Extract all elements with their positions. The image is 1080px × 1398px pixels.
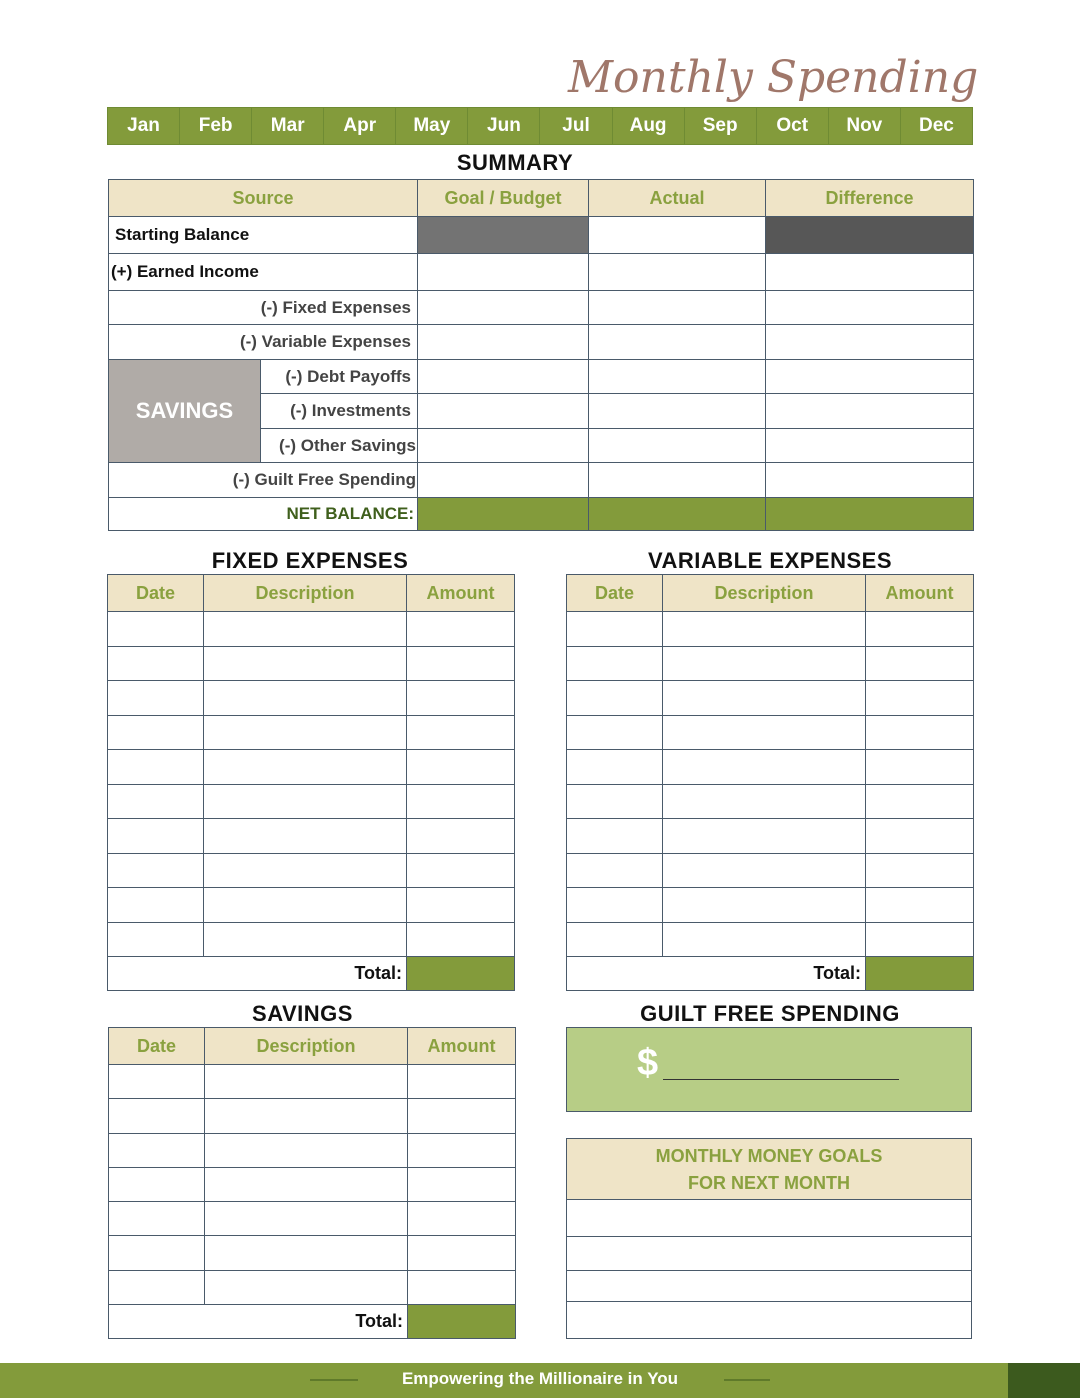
money-goals-header xyxy=(567,1139,971,1200)
income-goal-cell[interactable] xyxy=(418,254,589,291)
savings-table xyxy=(108,1027,516,1339)
amount-cell[interactable] xyxy=(408,1167,516,1201)
table-row xyxy=(109,1065,516,1099)
table-row xyxy=(108,922,515,957)
date-cell[interactable] xyxy=(108,750,204,785)
description-cell[interactable] xyxy=(663,853,866,888)
footer-bar xyxy=(0,1363,1080,1398)
date-cell[interactable] xyxy=(567,750,663,785)
description-cell[interactable] xyxy=(204,612,407,647)
other-actual-cell[interactable] xyxy=(589,429,766,463)
fixed-header-description: Description xyxy=(204,575,407,612)
date-cell[interactable] xyxy=(567,681,663,716)
description-cell[interactable] xyxy=(205,1202,408,1236)
month-mar[interactable]: Mar xyxy=(252,108,324,144)
amount-cell[interactable] xyxy=(866,853,974,888)
date-cell[interactable] xyxy=(567,819,663,854)
variable-header-date: Date xyxy=(567,575,663,612)
goal-line[interactable] xyxy=(567,1271,971,1302)
date-cell[interactable] xyxy=(108,681,204,716)
description-cell[interactable] xyxy=(663,888,866,923)
money-goals-line2: FOR NEXT MONTH xyxy=(688,1173,850,1193)
fixed-total-cell[interactable] xyxy=(407,957,515,991)
description-cell[interactable] xyxy=(204,888,407,923)
net-goal-cell[interactable] xyxy=(418,498,589,531)
savings-header-amount: Amount xyxy=(408,1028,516,1065)
table-row xyxy=(109,1202,516,1236)
amount-cell[interactable] xyxy=(866,681,974,716)
summary-header-difference: Difference xyxy=(766,180,974,217)
description-cell[interactable] xyxy=(205,1065,408,1099)
month-bar xyxy=(107,107,973,145)
description-cell[interactable] xyxy=(663,646,866,681)
dollar-sign: $ xyxy=(637,1042,659,1084)
row-net-balance: NET BALANCE: xyxy=(109,498,418,531)
date-cell[interactable] xyxy=(567,646,663,681)
debt-goal-cell[interactable] xyxy=(418,360,589,394)
guilt-goal-cell[interactable] xyxy=(418,463,589,498)
description-cell[interactable] xyxy=(663,819,866,854)
description-cell[interactable] xyxy=(663,750,866,785)
guilt-difference-cell[interactable] xyxy=(766,463,974,498)
table-row xyxy=(108,819,515,854)
amount-cell[interactable] xyxy=(407,612,515,647)
net-difference-cell[interactable] xyxy=(766,498,974,531)
row-earned-income: (+) Earned Income xyxy=(109,254,418,291)
table-row xyxy=(567,646,974,681)
variable-header-description: Description xyxy=(663,575,866,612)
fixed-header-amount: Amount xyxy=(407,575,515,612)
date-cell[interactable] xyxy=(109,1236,205,1270)
date-cell[interactable] xyxy=(108,819,204,854)
svg-text:Monthly Spending: Monthly Spending xyxy=(568,52,979,103)
amount-cell[interactable] xyxy=(866,819,974,854)
guilt-actual-cell[interactable] xyxy=(589,463,766,498)
fixed-difference-cell[interactable] xyxy=(766,291,974,325)
table-row xyxy=(108,888,515,923)
guilt-free-amount-line[interactable] xyxy=(663,1078,899,1080)
amount-cell[interactable] xyxy=(408,1270,516,1304)
goal-line[interactable] xyxy=(567,1200,971,1237)
other-difference-cell[interactable] xyxy=(766,429,974,463)
savings-group-label: SAVINGS xyxy=(109,360,261,463)
variable-goal-cell[interactable] xyxy=(418,325,589,360)
month-jul[interactable]: Jul xyxy=(540,108,612,144)
table-row xyxy=(567,819,974,854)
description-cell[interactable] xyxy=(205,1270,408,1304)
month-may[interactable]: May xyxy=(396,108,468,144)
amount-cell[interactable] xyxy=(407,750,515,785)
date-cell[interactable] xyxy=(108,612,204,647)
net-actual-cell[interactable] xyxy=(589,498,766,531)
description-cell[interactable] xyxy=(663,784,866,819)
table-row xyxy=(108,750,515,785)
date-cell[interactable] xyxy=(567,612,663,647)
amount-cell[interactable] xyxy=(407,888,515,923)
date-cell[interactable] xyxy=(567,888,663,923)
savings-heading: SAVINGS xyxy=(252,1001,353,1026)
month-sep[interactable]: Sep xyxy=(685,108,757,144)
amount-cell[interactable] xyxy=(407,784,515,819)
amount-cell[interactable] xyxy=(408,1236,516,1270)
savings-total-cell[interactable] xyxy=(408,1305,516,1339)
amount-cell[interactable] xyxy=(407,922,515,957)
table-row xyxy=(109,1167,516,1201)
table-row xyxy=(567,784,974,819)
summary-header-goal: Goal / Budget xyxy=(418,180,589,217)
investments-actual-cell[interactable] xyxy=(589,394,766,429)
table-row xyxy=(109,1270,516,1304)
table-row xyxy=(108,612,515,647)
date-cell[interactable] xyxy=(109,1202,205,1236)
amount-cell[interactable] xyxy=(408,1133,516,1167)
summary-header-actual: Actual xyxy=(589,180,766,217)
footer-divider-right xyxy=(724,1379,770,1381)
date-cell[interactable] xyxy=(108,784,204,819)
date-cell[interactable] xyxy=(109,1133,205,1167)
fixed-expenses-table xyxy=(107,574,515,991)
amount-cell[interactable] xyxy=(407,681,515,716)
date-cell[interactable] xyxy=(109,1065,205,1099)
amount-cell[interactable] xyxy=(866,715,974,750)
money-goals-box xyxy=(566,1138,972,1339)
starting-goal-cell xyxy=(418,217,589,254)
description-cell[interactable] xyxy=(663,681,866,716)
table-row xyxy=(109,1099,516,1133)
table-row xyxy=(567,681,974,716)
date-cell[interactable] xyxy=(567,922,663,957)
date-cell[interactable] xyxy=(567,715,663,750)
amount-cell[interactable] xyxy=(866,646,974,681)
footer-accent-block xyxy=(1008,1363,1080,1398)
summary-heading: SUMMARY xyxy=(456,150,574,175)
table-row xyxy=(108,681,515,716)
description-cell[interactable] xyxy=(204,646,407,681)
description-cell[interactable] xyxy=(204,750,407,785)
month-jun[interactable]: Jun xyxy=(468,108,540,144)
date-cell[interactable] xyxy=(108,888,204,923)
money-goals-line1: MONTHLY MONEY GOALS xyxy=(655,1146,883,1166)
income-actual-cell[interactable] xyxy=(589,254,766,291)
investments-difference-cell[interactable] xyxy=(766,394,974,429)
starting-difference-cell xyxy=(766,217,974,254)
fixed-expenses-heading: FIXED EXPENSES xyxy=(211,548,409,573)
table-row xyxy=(567,715,974,750)
description-cell[interactable] xyxy=(204,715,407,750)
variable-expenses-table xyxy=(566,574,974,991)
description-cell[interactable] xyxy=(205,1236,408,1270)
variable-expenses-heading: VARIABLE EXPENSES xyxy=(647,548,893,573)
fixed-actual-cell[interactable] xyxy=(589,291,766,325)
amount-cell[interactable] xyxy=(866,922,974,957)
month-aug[interactable]: Aug xyxy=(613,108,685,144)
amount-cell[interactable] xyxy=(408,1065,516,1099)
date-cell[interactable] xyxy=(567,853,663,888)
amount-cell[interactable] xyxy=(407,715,515,750)
table-row xyxy=(567,750,974,785)
description-cell[interactable] xyxy=(204,819,407,854)
description-cell[interactable] xyxy=(663,922,866,957)
date-cell[interactable] xyxy=(109,1099,205,1133)
table-row xyxy=(109,1236,516,1270)
goal-line[interactable] xyxy=(567,1237,971,1271)
other-goal-cell[interactable] xyxy=(418,429,589,463)
amount-cell[interactable] xyxy=(866,750,974,785)
amount-cell[interactable] xyxy=(866,784,974,819)
debt-difference-cell[interactable] xyxy=(766,360,974,394)
amount-cell[interactable] xyxy=(407,853,515,888)
table-row xyxy=(567,922,974,957)
description-cell[interactable] xyxy=(204,681,407,716)
description-cell[interactable] xyxy=(205,1099,408,1133)
table-row xyxy=(109,1133,516,1167)
row-debt-payoffs: (-) Debt Payoffs xyxy=(261,360,418,394)
guilt-free-box xyxy=(566,1027,972,1112)
income-difference-cell[interactable] xyxy=(766,254,974,291)
fixed-goal-cell[interactable] xyxy=(418,291,589,325)
summary-header-source: Source xyxy=(109,180,418,217)
variable-difference-cell[interactable] xyxy=(766,325,974,360)
row-investments: (-) Investments xyxy=(261,394,418,429)
description-cell[interactable] xyxy=(205,1167,408,1201)
variable-total-cell[interactable] xyxy=(866,957,974,991)
starting-actual-cell[interactable] xyxy=(589,217,766,254)
investments-goal-cell[interactable] xyxy=(418,394,589,429)
row-fixed-expenses: (-) Fixed Expenses xyxy=(109,291,418,325)
month-dec[interactable]: Dec xyxy=(901,108,972,144)
table-row xyxy=(567,612,974,647)
date-cell[interactable] xyxy=(567,784,663,819)
amount-cell[interactable] xyxy=(866,612,974,647)
month-oct[interactable]: Oct xyxy=(757,108,829,144)
description-cell[interactable] xyxy=(204,853,407,888)
savings-header-date: Date xyxy=(109,1028,205,1065)
row-variable-expenses: (-) Variable Expenses xyxy=(109,325,418,360)
month-apr[interactable]: Apr xyxy=(324,108,396,144)
row-starting-balance: Starting Balance xyxy=(109,217,418,254)
footer-tagline: Empowering the Millionaire in You xyxy=(401,1369,679,1388)
table-row xyxy=(108,853,515,888)
amount-cell[interactable] xyxy=(408,1099,516,1133)
fixed-header-date: Date xyxy=(108,575,204,612)
date-cell[interactable] xyxy=(108,922,204,957)
date-cell[interactable] xyxy=(109,1270,205,1304)
date-cell[interactable] xyxy=(109,1167,205,1201)
row-other-savings: (-) Other Savings xyxy=(261,429,418,463)
amount-cell[interactable] xyxy=(866,888,974,923)
table-row xyxy=(108,646,515,681)
goal-line[interactable] xyxy=(567,1302,971,1337)
variable-header-amount: Amount xyxy=(866,575,974,612)
description-cell[interactable] xyxy=(204,784,407,819)
guilt-free-heading: GUILT FREE SPENDING xyxy=(640,1001,900,1026)
summary-table xyxy=(108,179,974,531)
amount-cell[interactable] xyxy=(407,819,515,854)
month-feb[interactable]: Feb xyxy=(180,108,252,144)
amount-cell[interactable] xyxy=(408,1202,516,1236)
savings-header-description: Description xyxy=(205,1028,408,1065)
table-row xyxy=(108,784,515,819)
table-row xyxy=(567,853,974,888)
date-cell[interactable] xyxy=(108,715,204,750)
date-cell[interactable] xyxy=(108,646,204,681)
description-cell[interactable] xyxy=(205,1133,408,1167)
row-guilt-free: (-) Guilt Free Spending xyxy=(109,463,418,498)
table-row xyxy=(108,715,515,750)
variable-actual-cell[interactable] xyxy=(589,325,766,360)
month-jan[interactable]: Jan xyxy=(108,108,180,144)
date-cell[interactable] xyxy=(108,853,204,888)
amount-cell[interactable] xyxy=(407,646,515,681)
description-cell[interactable] xyxy=(663,715,866,750)
description-cell[interactable] xyxy=(663,612,866,647)
variable-total-label: Total: xyxy=(567,957,866,991)
description-cell[interactable] xyxy=(204,922,407,957)
fixed-total-label: Total: xyxy=(108,957,407,991)
table-row xyxy=(567,888,974,923)
savings-total-label: Total: xyxy=(109,1305,408,1339)
debt-actual-cell[interactable] xyxy=(589,360,766,394)
month-nov[interactable]: Nov xyxy=(829,108,901,144)
